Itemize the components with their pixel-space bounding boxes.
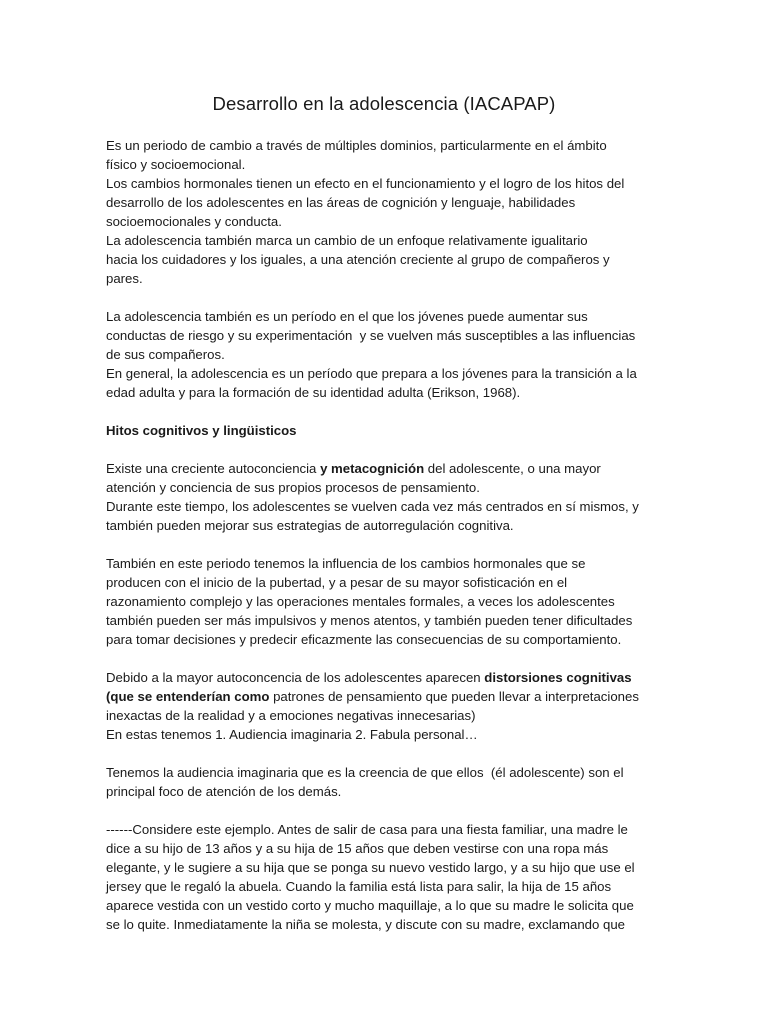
text-line <box>106 459 666 478</box>
paragraph-imaginary-audience <box>106 763 666 801</box>
text-line: edad adulta y para la formación de su identidad adulta (Erikson, 1968). <box>106 385 521 400</box>
text-line: Tenemos la audiencia imaginaria que es la creencia de que ellos (él adolescente) son el <box>106 765 624 780</box>
text-line: Es un periodo de cambio a través de múltiples dominios, particularmente en el ámbito <box>106 138 607 153</box>
text-line: En general, la adolescencia es un período que prepara a los jóvenes para la transición a la <box>106 366 637 381</box>
text-line: inexactas de la realidad y a emociones negativas innecesarias) <box>106 708 476 723</box>
text-run: del adolescente, o una mayor <box>424 461 601 476</box>
text-line: de sus compañeros. <box>106 347 225 362</box>
text-line: jersey que le regaló la abuela. Cuando la familia está lista para salir, la hija de 15 años <box>106 879 612 894</box>
document-body <box>106 136 666 934</box>
text-line <box>106 687 666 706</box>
text-line: también pueden mejorar sus estrategias de autorregulación cognitiva. <box>106 518 514 533</box>
text-line: para tomar decisiones y predecir eficazmente las consecuencias de su comportamiento. <box>106 632 622 647</box>
text-line: pares. <box>106 271 143 286</box>
text-line: principal foco de atención de los demás. <box>106 784 342 799</box>
text-line: socioemocionales y conducta. <box>106 214 282 229</box>
text-line: también pueden ser más impulsivos y menos atentos, y también pueden tener dificultades <box>106 613 633 628</box>
bold-run: y metacognición <box>320 461 425 476</box>
text-line: ------Considere este ejemplo. Antes de salir de casa para una fiesta familiar, una madre le <box>106 822 628 837</box>
bold-run: distorsiones cognitivas <box>484 670 632 685</box>
text-line: se lo quite. Inmediatamente la niña se molesta, y discute con su madre, exclamando que <box>106 917 626 932</box>
paragraph-intro <box>106 136 666 288</box>
text-line: desarrollo de los adolescentes en las áreas de cognición y lenguaje, habilidades <box>106 195 576 210</box>
text-run: Existe una creciente autoconciencia <box>106 461 321 476</box>
document-title: Desarrollo en la adolescencia (IACAPAP) <box>212 93 556 114</box>
text-line: elegante, y le sugiere a su hija que se ponga su nuevo vestido largo, y a su hijo que use el <box>106 860 635 875</box>
text-line: La adolescencia también es un período en el que los jóvenes puede aumentar sus <box>106 309 588 324</box>
text-line: hacia los cuidadores y los iguales, a una atención creciente al grupo de compañeros y <box>106 252 610 267</box>
text-line: También en este periodo tenemos la influencia de los cambios hormonales que se <box>106 556 586 571</box>
paragraph-example <box>106 820 666 934</box>
text-run: Debido a la mayor autoconcencia de los adolescentes aparecen <box>106 670 485 685</box>
text-line: dice a su hijo de 13 años y a su hija de 15 años que deben vestirse con una ropa más <box>106 841 609 856</box>
paragraph-risk <box>106 307 666 402</box>
text-line <box>106 668 666 687</box>
text-line: atención y conciencia de sus propios procesos de pensamiento. <box>106 480 480 495</box>
text-line: razonamiento complejo y las operaciones mentales formales, a veces los adolescentes <box>106 594 615 609</box>
text-line: En estas tenemos 1. Audiencia imaginaria 2. Fabula personal… <box>106 727 478 742</box>
text-line: aparece vestida con un vestido corto y mucho maquillaje, a lo que su madre le solicita que <box>106 898 634 913</box>
bold-run: (que se entenderían como <box>106 689 270 704</box>
text-line: producen con el inicio de la pubertad, y a pesar de su mayor sofisticación en el <box>106 575 568 590</box>
text-line: físico y socioemocional. <box>106 157 246 172</box>
text-line: Durante este tiempo, los adolescentes se vuelven cada vez más centrados en sí mismos, y <box>106 499 639 514</box>
text-run: patrones de pensamiento que pueden llevar a interpretaciones <box>269 689 639 704</box>
text-line: Los cambios hormonales tienen un efecto en el funcionamiento y el logro de los hitos del <box>106 176 625 191</box>
section-heading: Hitos cognitivos y lingüisticos <box>106 423 297 438</box>
paragraph-distortions <box>106 668 666 744</box>
paragraph-metacognition <box>106 459 666 535</box>
paragraph-hormonal <box>106 554 666 649</box>
text-line: conductas de riesgo y su experimentación y se vuelven más susceptibles a las influencias <box>106 328 636 343</box>
text-line: La adolescencia también marca un cambio de un enfoque relativamente igualitario <box>106 233 588 248</box>
